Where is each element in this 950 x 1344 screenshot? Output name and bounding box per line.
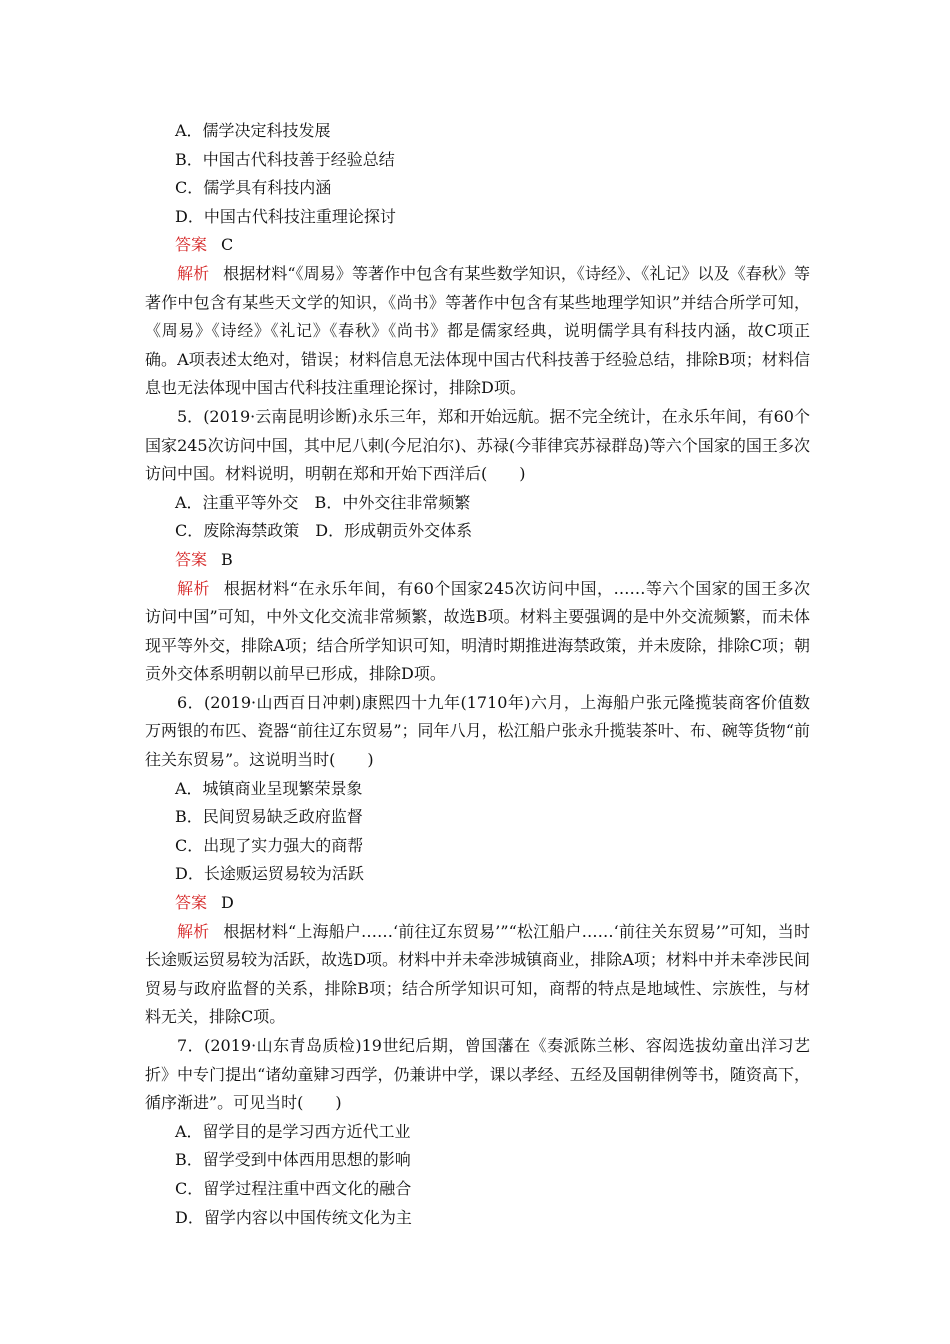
q7-option-b: B．留学受到中体西用思想的影响 xyxy=(175,1150,411,1170)
q4-option-d: D．中国古代科技注重理论探讨 xyxy=(175,206,396,226)
answer-label: 答案 xyxy=(175,235,208,255)
answer-value: C xyxy=(221,235,234,255)
q6-stem: 6．(2019·山西百日冲刺)康熙四十九年(1710年)六月，上海船户张元隆揽装商客价值数万两银的布匹、瓷器“前往辽东贸易”；同年八月，松江船户张永升揽装茶叶、布、碗等货物“前往关东贸易”。这说明当时( ) xyxy=(145,692,810,770)
analysis-text: 根据材料“在永乐年间，有60个国家245次访问中国，……等六个国家的国王多次访问中国”可知，中外文化交流非常频繁，故选B项。材料主要强调的是中外交流频繁，而未体现平等外交，排除A项；结合所学知识可知，明清时期推进海禁政策，并未废除，排除C项；朝贡外交体系明朝以前早已形成，排除D项。 xyxy=(145,578,810,684)
q6-option-a: A．城镇商业呈现繁荣景象 xyxy=(175,778,363,798)
q4-answer xyxy=(145,231,810,260)
q7-option-d: D．留学内容以中国传统文化为主 xyxy=(175,1207,412,1227)
analysis-text: 根据材料“《周易》等著作中包含有某些数学知识，《诗经》、《礼记》以及《春秋》等著作中包含有某些天文学的知识，《尚书》等著作中包含有某些地理学知识”并结合所学可知，《周易》《诗经》《礼记》《春秋》《尚书》都是儒家经典，说明儒学具有科技内涵，故C项正确。A项表述太绝对，错误；材料信息无法体现中国古代科技善于经验总结，排除B项；材料信息也无法体现中国古代科技注重理论探讨，排除D项。 xyxy=(145,263,810,398)
q6-analysis xyxy=(145,918,810,1032)
q4-option-a: A．儒学决定科技发展 xyxy=(175,121,331,140)
q4-option-c: C．儒学具有科技内涵 xyxy=(175,178,332,198)
q7-option-a: A．留学目的是学习西方近代工业 xyxy=(175,1121,411,1141)
q5-option-row-1: A．注重平等外交 B．中外交往非常频繁 xyxy=(175,492,471,512)
q5-answer xyxy=(145,546,810,575)
q5-stem: 5．(2019·云南昆明诊断)永乐三年，郑和开始远航。据不完全统计，在永乐年间，有60个国家245次访问中国，其中尼八剌(今尼泊尔)、苏禄(今菲律宾苏禄群岛)等六个国家的国王多次访问中国。材料说明，明朝在郑和开始下西洋后( ) xyxy=(145,406,810,484)
answer-label: 答案 xyxy=(175,893,208,913)
q7-stem: 7．(2019·山东青岛质检)19世纪后期，曾国藩在《奏派陈兰彬、容闳选拔幼童出洋习艺折》中专门提出“诸幼童肄习西学，仍兼讲中学，课以孝经、五经及国朝律例等书，随资高下，循序渐进”。可见当时( ) xyxy=(145,1036,810,1113)
q5-option-row-2: C．废除海禁政策 D．形成朝贡外交体系 xyxy=(175,521,473,541)
q6-option-d: D．长途贩运贸易较为活跃 xyxy=(175,864,364,884)
analysis-label: 解析 xyxy=(177,921,210,941)
q4-analysis xyxy=(145,260,810,403)
document-page xyxy=(145,117,810,1232)
q5-analysis xyxy=(145,575,810,689)
q6-option-c: C．出现了实力强大的商帮 xyxy=(175,835,364,855)
answer-value: B xyxy=(221,549,233,569)
analysis-text: 根据材料“上海船户……‘前往辽东贸易’”“松江船户……‘前往关东贸易’”可知，当时长途贩运贸易较为活跃，故选D项。材料中并未牵涉城镇商业，排除A项；材料中并未牵涉民间贸易与政府监督的关系，排除B项；结合所学知识可知，商帮的特点是地域性、宗族性，与材料无关，排除C项。 xyxy=(145,921,810,1027)
answer-value: D xyxy=(221,893,234,913)
q7-option-c: C．留学过程注重中西文化的融合 xyxy=(175,1178,412,1198)
analysis-label: 解析 xyxy=(177,578,210,598)
answer-label: 答案 xyxy=(175,549,208,569)
q4-option-b: B．中国古代科技善于经验总结 xyxy=(175,149,395,169)
analysis-label: 解析 xyxy=(177,263,210,283)
q6-answer xyxy=(145,889,810,918)
q6-option-b: B．民间贸易缺乏政府监督 xyxy=(175,807,363,827)
